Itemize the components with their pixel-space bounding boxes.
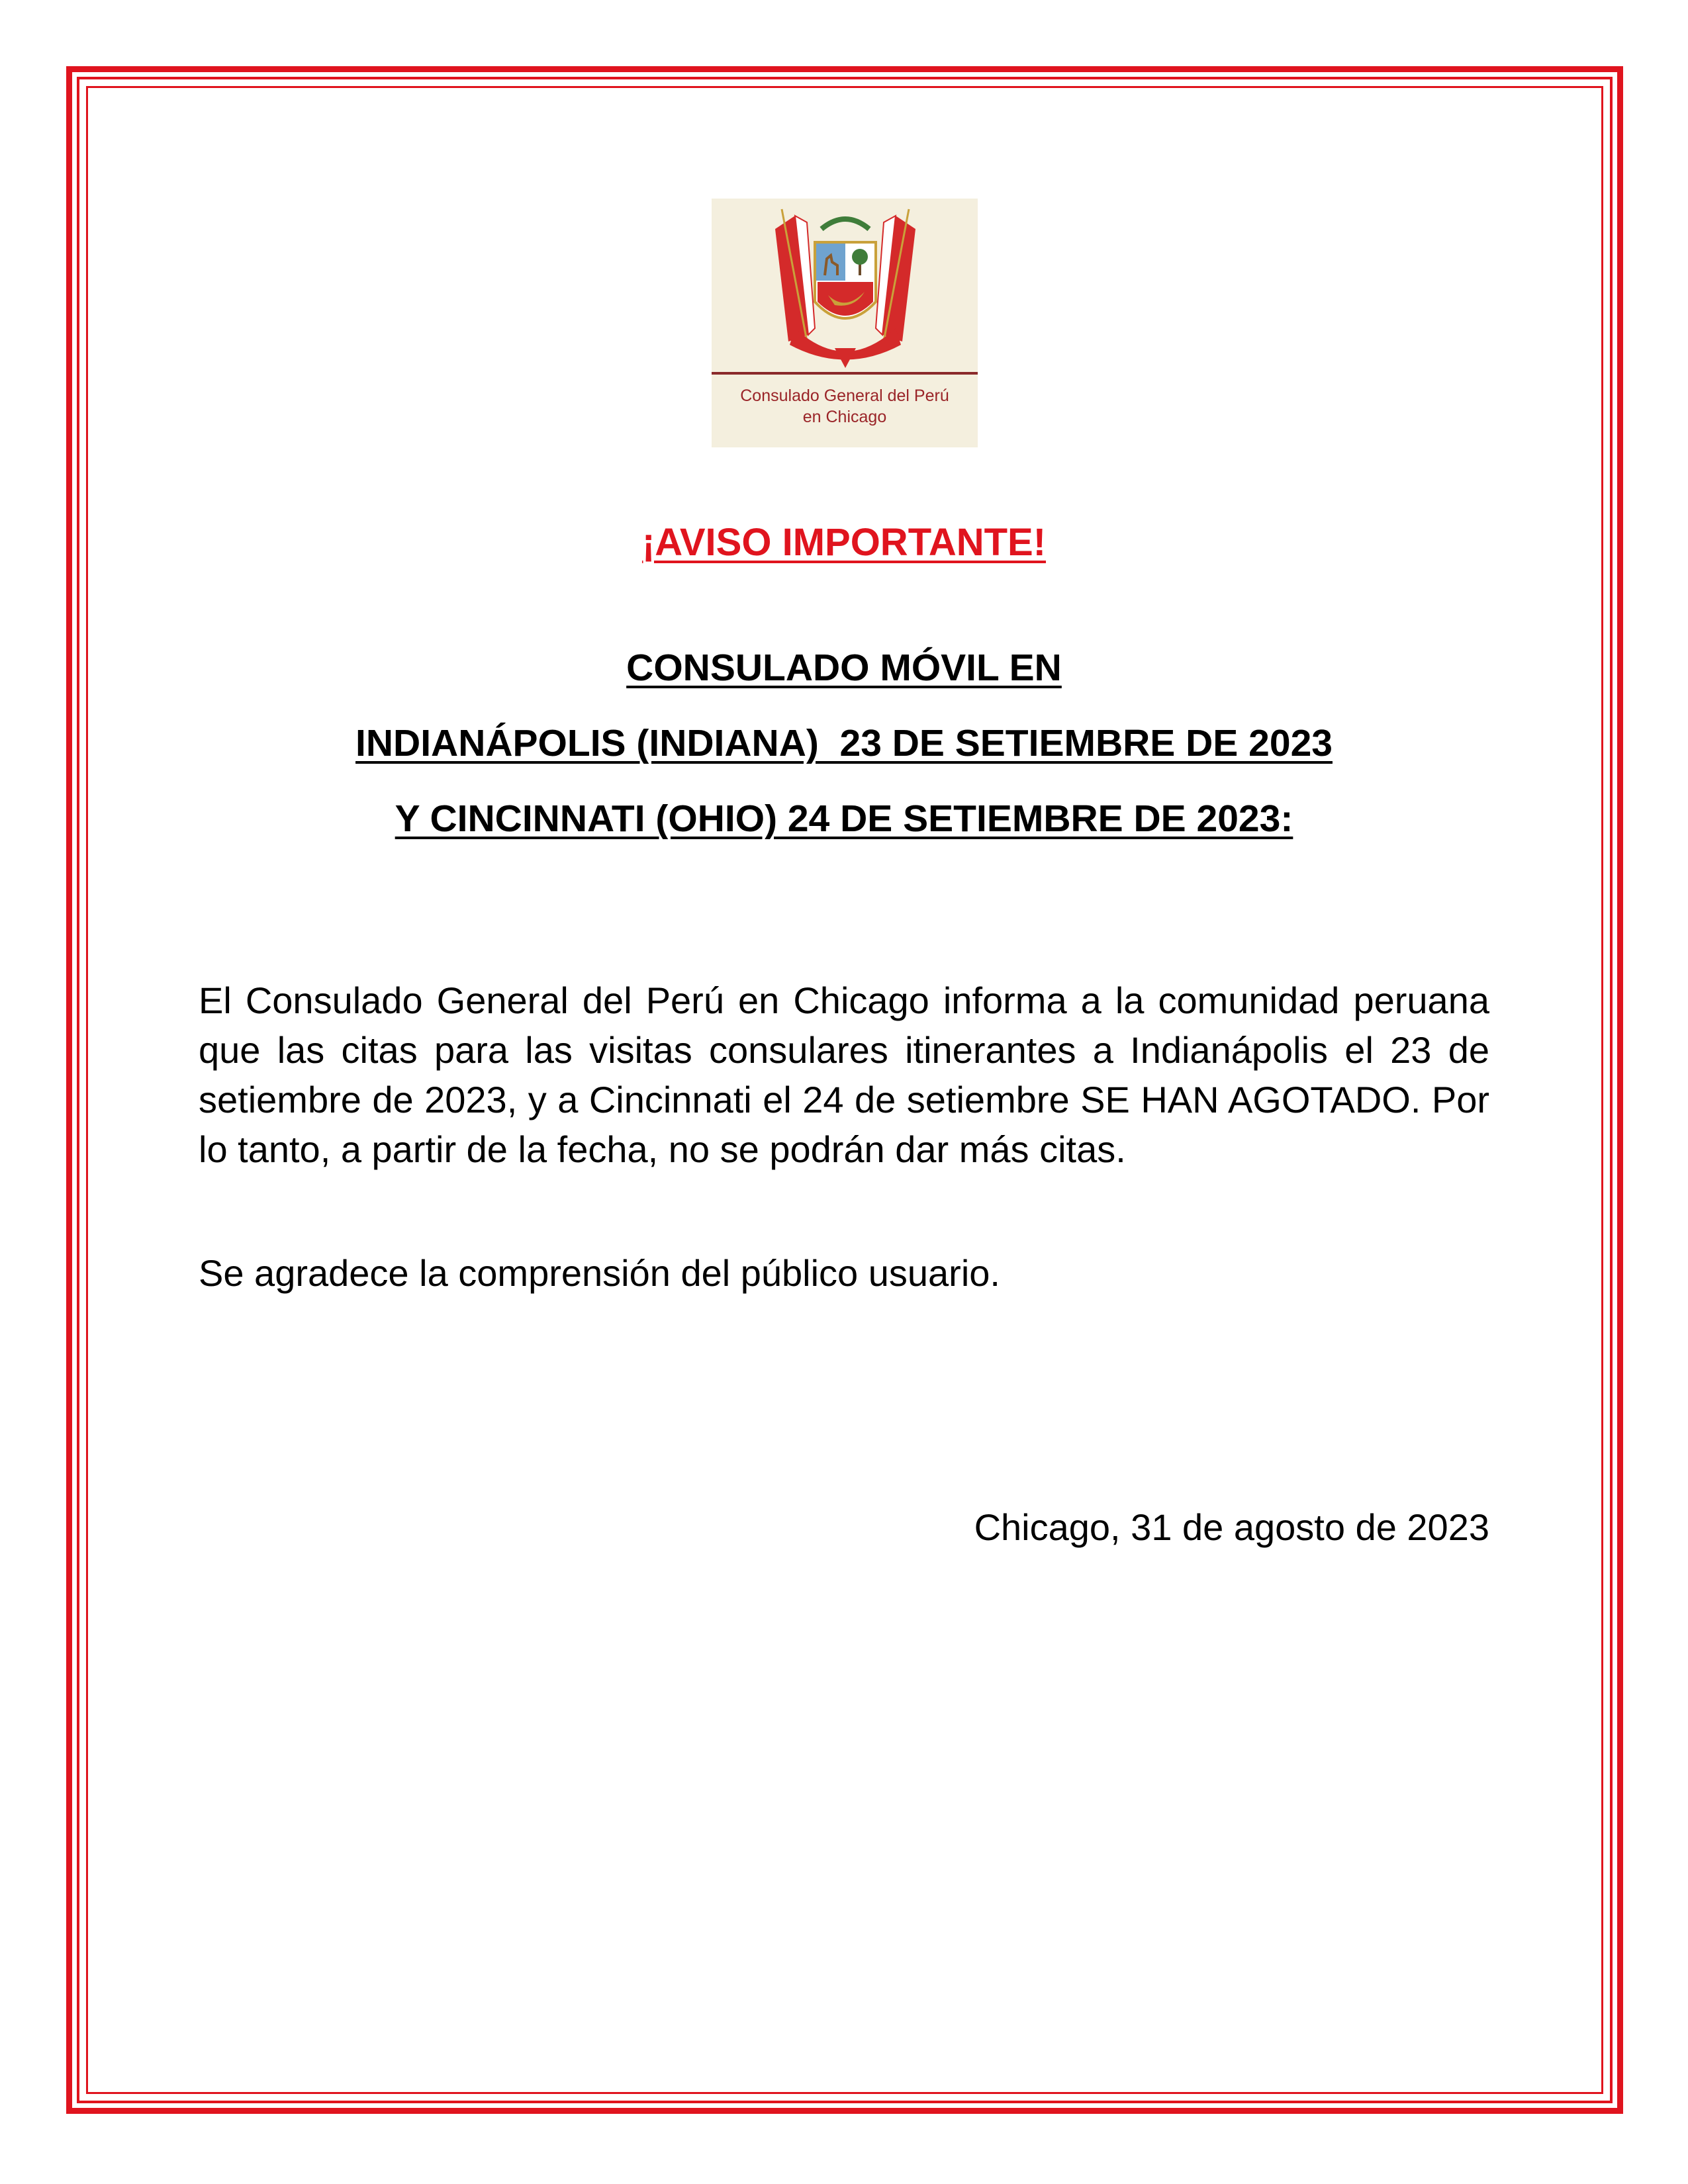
peru-coat-of-arms-icon xyxy=(769,203,922,375)
notice-heading-line1: CONSULADO MÓVIL EN xyxy=(626,647,1062,689)
notice-place-date: Chicago, 31 de agosto de 2023 xyxy=(974,1506,1489,1548)
notice-heading-line3: Y CINCINNATI (OHIO) 24 DE SETIEMBRE DE 2023: xyxy=(395,797,1293,840)
notice-heading-line2: INDIANÁPOLIS (INDIANA) 23 DE SETIEMBRE DE 2023 xyxy=(355,722,1333,764)
logo-divider xyxy=(712,372,978,375)
notice-paragraph-thanks: Se agradece la comprensión del público usuario. xyxy=(199,1252,1000,1294)
logo-caption xyxy=(712,385,978,428)
notice-alert-title: ¡AVISO IMPORTANTE! xyxy=(641,521,1047,564)
consulate-logo xyxy=(712,199,978,447)
logo-caption-line1: Consulado General del Perú xyxy=(740,387,949,405)
logo-caption-line2: en Chicago xyxy=(802,408,887,426)
notice-paragraph-main: El Consulado General del Perú en Chicago informa a la comunidad peruana que las citas para las visitas consulares itinerantes a Indianápolis el 23 de setiembre de 2023, y a Cincinnati el 24 de setiembre SE HAN AGOTADO. Por lo tanto, a partir de la fecha, no se podrán dar más citas. xyxy=(199,979,1489,1170)
